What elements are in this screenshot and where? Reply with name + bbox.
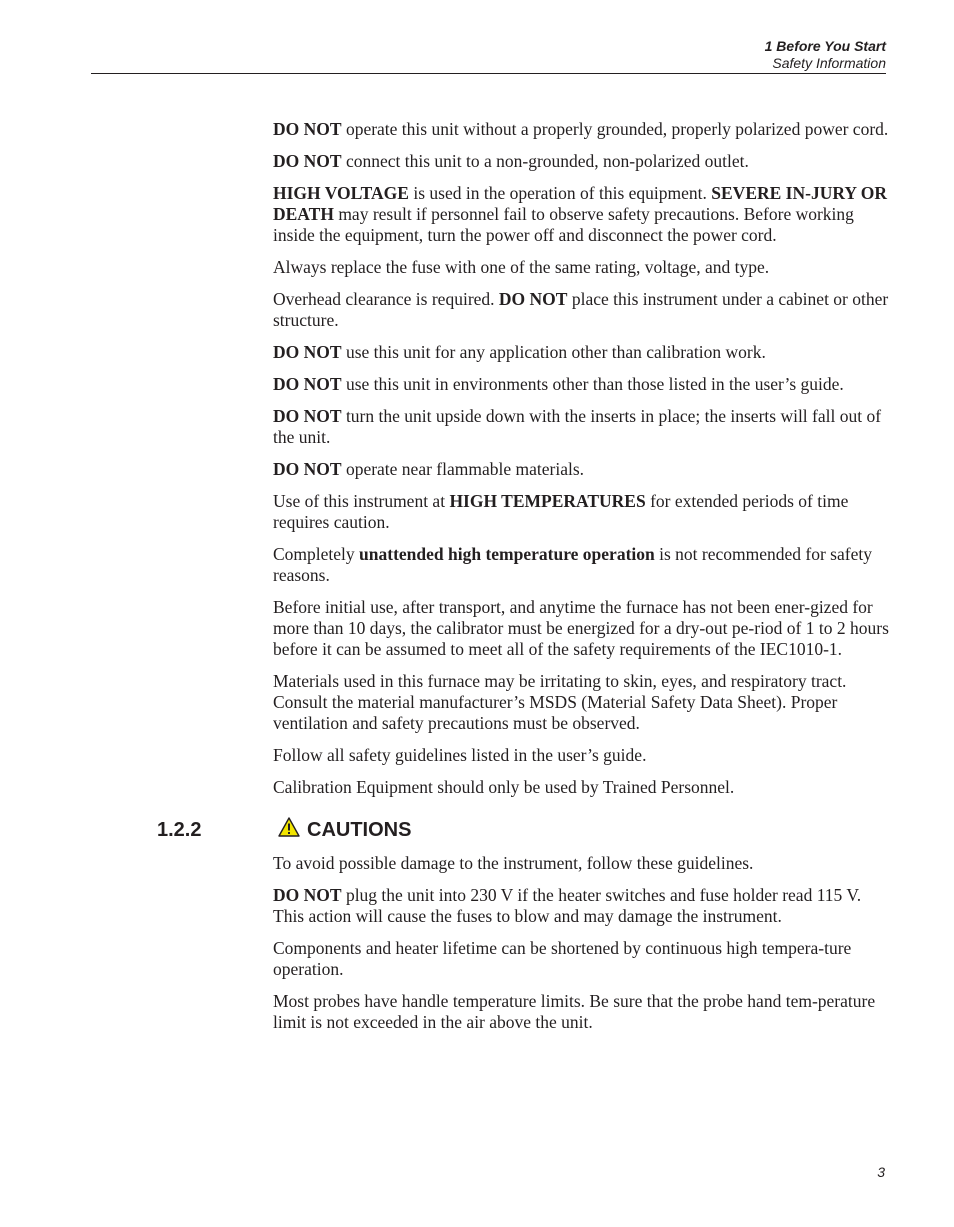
emphasis: SEVERE IN-JURY OR DEATH bbox=[273, 183, 887, 224]
warning-paragraph: Overhead clearance is required. DO NOT place this instrument under a cabinet or other structure. bbox=[273, 289, 889, 330]
warning-paragraph: Always replace the fuse with one of the same rating, voltage, and type. bbox=[273, 257, 770, 277]
warning-paragraph: DO NOT turn the unit upside down with the inserts in place; the inserts will fall out of the unit. bbox=[273, 406, 882, 447]
warning-paragraph: Use of this instrument at HIGH TEMPERATURES for extended periods of time requires caution. bbox=[273, 491, 849, 532]
emphasis: HIGH TEMPERATURES bbox=[449, 491, 646, 511]
warning-paragraph: DO NOT operate near flammable materials. bbox=[273, 459, 585, 479]
header-section: Safety Information bbox=[772, 55, 886, 71]
caution-paragraph: DO NOT plug the unit into 230 V if the heater switches and fuse holder read 115 V. This action will cause the fuses to blow and may damage the instrument. bbox=[273, 885, 862, 926]
caution-paragraph: Most probes have handle temperature limits. Be sure that the probe hand tem-perature limit is not exceeded in the air above the unit. bbox=[273, 991, 876, 1032]
warning-triangle-icon bbox=[278, 817, 300, 837]
caution-paragraph: Components and heater lifetime can be shortened by continuous high tempera-ture operation. bbox=[273, 938, 852, 979]
running-header bbox=[765, 38, 886, 72]
cautions-heading bbox=[157, 817, 889, 845]
warning-paragraph: Completely unattended high temperature operation is not recommended for safety reasons. bbox=[273, 544, 872, 585]
emphasis: DO NOT bbox=[273, 459, 342, 479]
header-rule bbox=[91, 73, 886, 74]
caution-paragraph: To avoid possible damage to the instrument, follow these guidelines. bbox=[273, 853, 754, 873]
warning-paragraph: DO NOT use this unit in environments other than those listed in the user’s guide. bbox=[273, 374, 844, 394]
warning-paragraph: Follow all safety guidelines listed in the user’s guide. bbox=[273, 745, 647, 765]
section-title: CAUTIONS bbox=[307, 819, 412, 841]
page-number: 3 bbox=[877, 1164, 885, 1180]
warnings-list bbox=[273, 119, 889, 798]
emphasis: DO NOT bbox=[498, 289, 568, 309]
warning-paragraph: Calibration Equipment should only be used by Trained Personnel. bbox=[273, 777, 735, 797]
cautions-list bbox=[273, 853, 889, 1033]
emphasis: DO NOT bbox=[273, 151, 342, 171]
warning-paragraph: HIGH VOLTAGE is used in the operation of this equipment. SEVERE IN-JURY OR DEATH may result if personnel fail to observe safety precautions. Before working inside the equipment, turn the power off and disconnect the power cord. bbox=[273, 183, 887, 245]
emphasis: DO NOT bbox=[273, 342, 342, 362]
section-number: 1.2.2 bbox=[157, 819, 202, 841]
emphasis: DO NOT bbox=[273, 374, 342, 394]
header-chapter: 1 Before You Start bbox=[764, 38, 886, 54]
warning-paragraph: DO NOT operate this unit without a properly grounded, properly polarized power cord. bbox=[273, 119, 889, 139]
warning-paragraph: DO NOT connect this unit to a non-grounded, non-polarized outlet. bbox=[273, 151, 749, 171]
warning-paragraph: Before initial use, after transport, and anytime the furnace has not been ener-gized for more than 10 days, the calibrator must be energized for a dry-out pe-riod of 1 to 2 hours before it can be assumed to meet all of the safety requirements of the IEC1010-1. bbox=[273, 597, 889, 659]
emphasis: unattended high temperature operation bbox=[359, 544, 655, 564]
page-body bbox=[157, 119, 889, 1044]
warning-paragraph: DO NOT use this unit for any application other than calibration work. bbox=[273, 342, 766, 362]
emphasis: DO NOT bbox=[273, 406, 342, 426]
emphasis: DO NOT bbox=[273, 119, 342, 139]
emphasis: HIGH VOLTAGE bbox=[273, 183, 409, 203]
warning-paragraph: Materials used in this furnace may be irritating to skin, eyes, and respiratory tract. Consult the material manufacturer’s MSDS (Material Safety Data Sheet). Proper ventilation and safety precautions must be observed. bbox=[273, 671, 847, 733]
emphasis: DO NOT bbox=[273, 885, 342, 905]
